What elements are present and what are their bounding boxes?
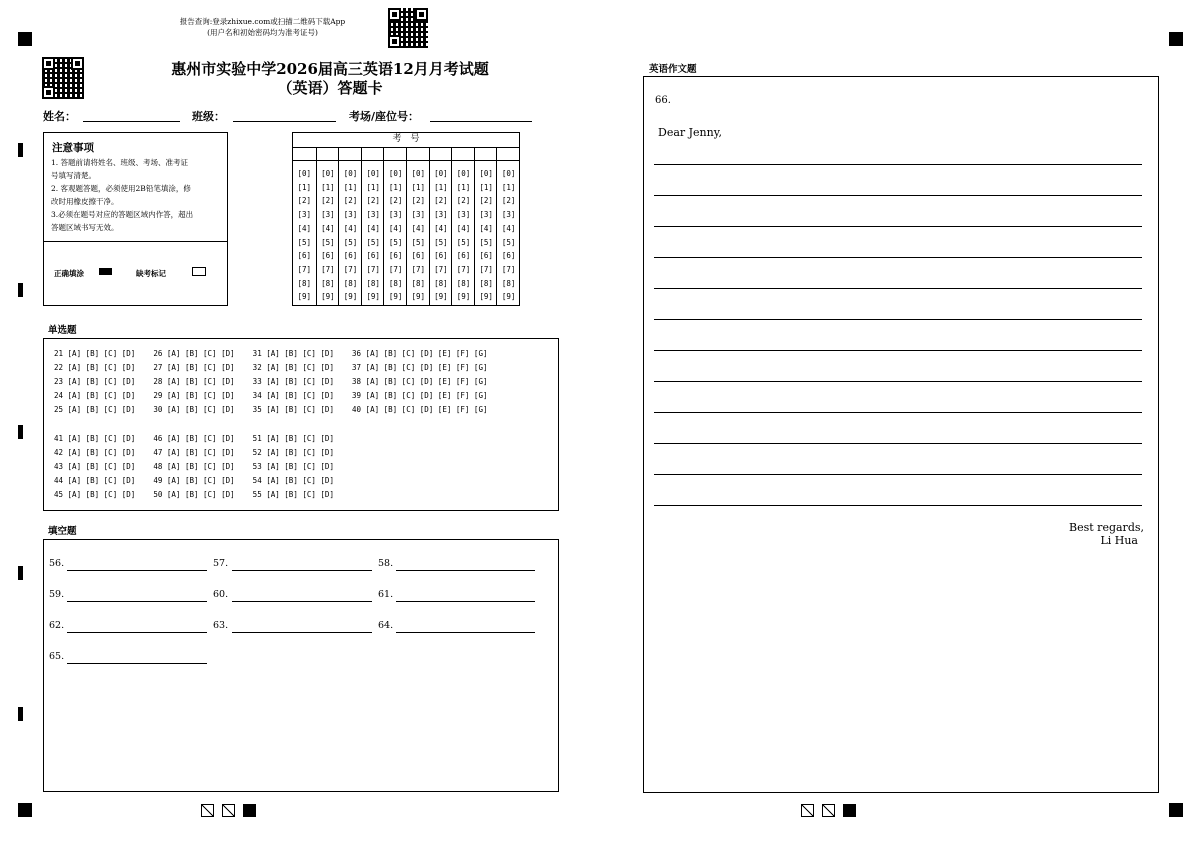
exam-digit-bubble[interactable]: [2] [456, 196, 471, 206]
choice-row[interactable]: 25 [A] [B] [C] [D] 30 [A] [B] [C] [D] 35 [A] [B] [C] [D] 40 [A] [B] [C] [D] [E] [F] [G] [54, 405, 488, 414]
choice-row[interactable]: 23 [A] [B] [C] [D] 28 [A] [B] [C] [D] 33 [A] [B] [C] [D] 38 [A] [B] [C] [D] [E] [F] [G] [54, 377, 488, 386]
fill-blank-number: 57. [213, 558, 229, 569]
exam-digit-bubble[interactable]: [6] [501, 251, 516, 261]
exam-digit-bubble[interactable]: [9] [501, 292, 516, 302]
timing-mark [18, 707, 23, 721]
exam-digit-bubble[interactable]: [4] [479, 223, 493, 233]
exam-number-column[interactable] [316, 147, 340, 306]
exam-digit-bubble[interactable]: [0] [501, 169, 516, 178]
exam-digit-bubble[interactable]: [1] [456, 182, 471, 192]
exam-number-column[interactable] [338, 147, 362, 306]
exam-digit-bubble[interactable]: [2] [343, 196, 358, 206]
timing-mark [18, 566, 23, 580]
report-note-line2: (用户名和初始密码均为准考证号) [207, 28, 318, 37]
notice-item: 2. 客观题答题，必须使用2B铅笔填涂，修 [51, 184, 191, 193]
exam-digit-bubble[interactable]: [3] [388, 210, 403, 220]
fill-blank-number: 65. [49, 651, 65, 662]
exam-digit-bubble[interactable]: [4] [297, 223, 312, 233]
exam-digit-bubble[interactable]: [3] [321, 210, 335, 220]
exam-digit-bubble[interactable]: [1] [366, 182, 380, 192]
corner-mark-top-right [1169, 32, 1183, 46]
exam-digit-bubble[interactable]: [7] [456, 264, 471, 274]
exam-digit-bubble[interactable]: [4] [366, 223, 380, 233]
fill-blank-answer-line[interactable] [232, 601, 372, 602]
exam-digit-bubble[interactable]: [3] [456, 210, 471, 220]
exam-digit-bubble[interactable]: [2] [366, 196, 380, 206]
exam-digit-bubble[interactable]: [1] [501, 182, 516, 192]
exam-digit-bubble[interactable]: [7] [343, 264, 358, 274]
fill-blank-number: 64. [378, 620, 394, 631]
exam-digit-bubble[interactable]: [6] [434, 251, 448, 261]
fill-blank-answer-line[interactable] [396, 570, 535, 571]
exam-digit-bubble[interactable]: [9] [388, 292, 403, 302]
exam-digit-bubble[interactable]: [6] [366, 251, 380, 261]
exam-number-column[interactable] [474, 147, 498, 306]
exam-digit-bubble[interactable]: [0] [388, 169, 403, 178]
single-choice-box [43, 338, 559, 511]
fill-blank-number: 62. [49, 620, 65, 631]
fill-blank-number: 60. [213, 589, 229, 600]
exam-digit-bubble[interactable]: [8] [321, 278, 335, 288]
page-mark-filled [243, 804, 256, 817]
qr-code-icon [388, 8, 428, 48]
exam-digit-bubble[interactable]: [6] [456, 251, 471, 261]
exam-digit-bubble[interactable]: [4] [388, 223, 403, 233]
essay-box [643, 76, 1159, 793]
timing-mark [18, 425, 23, 439]
room-seat-label: 考场/座位号： [349, 110, 420, 123]
page-title: 惠州市实验中学2026届高三英语12月月考试题 [171, 60, 489, 78]
corner-mark-bottom-right [1169, 803, 1183, 817]
exam-digit-bubble[interactable]: [8] [388, 278, 403, 288]
exam-digit-bubble[interactable]: [2] [297, 196, 312, 206]
essay-writing-line[interactable] [654, 412, 1142, 413]
exam-digit-bubble[interactable]: [5] [343, 237, 358, 247]
exam-digit-bubble[interactable]: [9] [434, 292, 448, 302]
exam-digit-bubble[interactable]: [1] [343, 182, 358, 192]
exam-digit-bubble[interactable]: [7] [321, 264, 335, 274]
absent-mark-label: 缺考标记 [136, 269, 166, 278]
essay-writing-line[interactable] [654, 288, 1142, 289]
single-choice-block-1 [54, 347, 487, 417]
qr-code-icon [42, 57, 84, 99]
exam-digit-bubble[interactable]: [2] [321, 196, 335, 206]
choice-row[interactable]: 22 [A] [B] [C] [D] 27 [A] [B] [C] [D] 32 [A] [B] [C] [D] 37 [A] [B] [C] [D] [E] [F] [G] [54, 363, 488, 372]
notice-item: 3.必须在题号对应的答题区域内作答，超出 [51, 210, 194, 219]
notice-divider [44, 241, 227, 242]
exam-digit-bubble[interactable]: [5] [411, 237, 426, 247]
exam-digit-bubble[interactable]: [6] [388, 251, 403, 261]
exam-digit-bubble[interactable]: [2] [479, 196, 493, 206]
exam-digit-bubble[interactable]: [4] [501, 223, 516, 233]
exam-digit-bubble[interactable]: [3] [366, 210, 380, 220]
exam-digit-bubble[interactable]: [2] [411, 196, 426, 206]
notice-box [43, 132, 228, 306]
notice-list [51, 156, 223, 234]
class-field[interactable] [233, 121, 336, 122]
exam-digit-bubble[interactable]: [9] [321, 292, 335, 302]
essay-writing-line[interactable] [654, 164, 1142, 165]
notice-item: 号填写清楚。 [51, 171, 96, 180]
exam-digit-bubble[interactable]: [0] [479, 169, 493, 178]
exam-digit-bubble[interactable]: [6] [411, 251, 426, 261]
exam-digit-bubble[interactable]: [2] [434, 196, 448, 206]
exam-digit-bubble[interactable]: [6] [479, 251, 493, 261]
name-field[interactable] [83, 121, 180, 122]
essay-writing-line[interactable] [654, 195, 1142, 196]
exam-number-columns [293, 147, 519, 306]
corner-mark-top-left [18, 32, 32, 46]
essay-greeting: Dear Jenny, [658, 126, 722, 139]
exam-digit-bubble[interactable]: [3] [501, 210, 516, 220]
fill-blank-answer-line[interactable] [396, 632, 535, 633]
exam-digit-bubble[interactable]: [7] [434, 264, 448, 274]
exam-digit-bubble[interactable]: [0] [321, 169, 335, 178]
exam-digit-bubble[interactable]: [5] [388, 237, 403, 247]
exam-digit-bubble[interactable]: [2] [388, 196, 403, 206]
fill-blank-number: 63. [213, 620, 229, 631]
exam-digit-bubble[interactable]: [9] [343, 292, 358, 302]
exam-digit-bubble[interactable]: [0] [411, 169, 426, 178]
exam-digit-bubble[interactable]: [8] [366, 278, 380, 288]
exam-digit-bubble[interactable]: [5] [297, 237, 312, 247]
exam-number-column[interactable] [429, 147, 453, 306]
fill-blank-number: 61. [378, 589, 394, 600]
page-mark-crossed [222, 804, 235, 817]
report-query-note [150, 16, 375, 38]
choice-row[interactable]: 42 [A] [B] [C] [D] 47 [A] [B] [C] [D] 52 [A] [B] [C] [D] [54, 448, 334, 457]
exam-digit-bubble[interactable]: [3] [343, 210, 358, 220]
exam-digit-bubble[interactable]: [4] [343, 223, 358, 233]
exam-digit-bubble[interactable]: [0] [434, 169, 448, 178]
exam-digit-bubble[interactable]: [1] [321, 182, 335, 192]
exam-digit-bubble[interactable]: [7] [501, 264, 516, 274]
exam-digit-bubble[interactable]: [0] [343, 169, 358, 178]
essay-writing-line[interactable] [654, 226, 1142, 227]
fill-blank-answer-line[interactable] [396, 601, 535, 602]
exam-digit-bubble[interactable]: [7] [388, 264, 403, 274]
page-mark-crossed [822, 804, 835, 817]
notice-title: 注意事项 [52, 142, 94, 154]
exam-number-header: 考 号 [392, 134, 420, 144]
essay-writing-line[interactable] [654, 443, 1142, 444]
exam-digit-bubble[interactable]: [9] [297, 292, 312, 302]
exam-digit-bubble[interactable]: [9] [366, 292, 380, 302]
essay-number: 66. [655, 95, 671, 106]
choice-row[interactable]: 45 [A] [B] [C] [D] 50 [A] [B] [C] [D] 55 [A] [B] [C] [D] [54, 490, 334, 499]
exam-digit-bubble[interactable]: [9] [479, 292, 493, 302]
exam-digit-bubble[interactable]: [3] [297, 210, 312, 220]
exam-digit-bubble[interactable]: [1] [297, 182, 312, 192]
fill-blank-answer-line[interactable] [232, 570, 372, 571]
exam-digit-bubble[interactable]: [4] [411, 223, 426, 233]
exam-digit-bubble[interactable]: [5] [479, 237, 493, 247]
essay-closing: Best regards, [1069, 521, 1144, 534]
exam-digit-bubble[interactable]: [8] [343, 278, 358, 288]
fill-blank-box [43, 539, 559, 792]
exam-number-column[interactable] [361, 147, 385, 306]
corner-mark-bottom-left [18, 803, 32, 817]
exam-digit-bubble[interactable]: [5] [501, 237, 516, 247]
exam-digit-bubble[interactable]: [5] [366, 237, 380, 247]
fill-blank-label: 填空题 [48, 526, 77, 537]
exam-digit-bubble[interactable]: [3] [411, 210, 426, 220]
fill-blank-number: 56. [49, 558, 65, 569]
exam-digit-bubble[interactable]: [4] [434, 223, 448, 233]
correct-fill-label: 正确填涂 [54, 269, 84, 278]
exam-digit-bubble[interactable]: [8] [411, 278, 426, 288]
essay-writing-line[interactable] [654, 350, 1142, 351]
page-mark-filled [843, 804, 856, 817]
exam-digit-bubble[interactable]: [1] [388, 182, 403, 192]
essay-label: 英语作文题 [649, 64, 697, 75]
essay-writing-line[interactable] [654, 319, 1142, 320]
exam-digit-bubble[interactable]: [4] [321, 223, 335, 233]
exam-digit-bubble[interactable]: [5] [434, 237, 448, 247]
report-note-line1: 报告查询:登录zhixue.com或扫描二维码下载App [179, 17, 346, 26]
exam-digit-bubble[interactable]: [8] [456, 278, 471, 288]
exam-number-column[interactable] [496, 147, 520, 306]
exam-digit-bubble[interactable]: [8] [501, 278, 516, 288]
choice-row[interactable]: 24 [A] [B] [C] [D] 29 [A] [B] [C] [D] 34 [A] [B] [C] [D] 39 [A] [B] [C] [D] [E] [F] [G] [54, 391, 488, 400]
exam-digit-bubble[interactable]: [3] [479, 210, 493, 220]
exam-digit-bubble[interactable]: [0] [456, 169, 471, 178]
choice-row[interactable]: 21 [A] [B] [C] [D] 26 [A] [B] [C] [D] 31 [A] [B] [C] [D] 36 [A] [B] [C] [D] [E] [F] [G] [54, 349, 488, 358]
exam-digit-bubble[interactable]: [2] [501, 196, 516, 206]
exam-digit-bubble[interactable]: [9] [456, 292, 471, 302]
exam-digit-bubble[interactable]: [8] [297, 278, 312, 288]
notice-item: 答题区域书写无效。 [51, 223, 119, 232]
fill-blank-number: 59. [49, 589, 65, 600]
exam-digit-bubble[interactable]: [9] [411, 292, 426, 302]
correct-fill-sample [99, 268, 112, 275]
exam-number-column[interactable] [406, 147, 430, 306]
exam-digit-bubble[interactable]: [0] [366, 169, 380, 178]
fill-blank-number: 58. [378, 558, 394, 569]
exam-digit-bubble[interactable]: [3] [434, 210, 448, 220]
exam-digit-bubble[interactable]: [1] [411, 182, 426, 192]
class-label: 班级： [192, 110, 225, 123]
absent-mark-checkbox[interactable] [192, 267, 206, 276]
notice-item: 1. 答题前请将姓名、班级、考场、准考证 [51, 158, 189, 167]
exam-digit-bubble[interactable]: [4] [456, 223, 471, 233]
exam-digit-bubble[interactable]: [1] [434, 182, 448, 192]
exam-number-column[interactable] [383, 147, 407, 306]
exam-digit-bubble[interactable]: [0] [297, 169, 312, 178]
exam-number-grid [292, 132, 520, 306]
essay-writing-line[interactable] [654, 257, 1142, 258]
exam-number-column[interactable] [451, 147, 475, 306]
exam-digit-bubble[interactable]: [7] [411, 264, 426, 274]
exam-digit-bubble[interactable]: [1] [479, 182, 493, 192]
exam-digit-bubble[interactable]: [6] [321, 251, 335, 261]
essay-writing-line[interactable] [654, 474, 1142, 475]
essay-signature: Li Hua [1100, 534, 1138, 547]
single-choice-label: 单选题 [48, 325, 77, 336]
notice-item: 改时用橡皮擦干净。 [51, 197, 119, 206]
essay-writing-line[interactable] [654, 381, 1142, 382]
exam-digit-bubble[interactable]: [7] [366, 264, 380, 274]
exam-digit-bubble[interactable]: [7] [479, 264, 493, 274]
exam-digit-bubble[interactable]: [7] [297, 264, 312, 274]
fill-blank-answer-line[interactable] [232, 632, 372, 633]
exam-number-column[interactable] [293, 147, 316, 306]
name-label: 姓名： [43, 110, 76, 123]
exam-digit-bubble[interactable]: [6] [297, 251, 312, 261]
choice-row[interactable]: 44 [A] [B] [C] [D] 49 [A] [B] [C] [D] 54 [A] [B] [C] [D] [54, 476, 334, 485]
room-seat-field[interactable] [430, 121, 532, 122]
page-subtitle: （英语）答题卡 [277, 79, 383, 97]
timing-mark [18, 143, 23, 157]
exam-digit-bubble[interactable]: [8] [479, 278, 493, 288]
choice-row[interactable]: 41 [A] [B] [C] [D] 46 [A] [B] [C] [D] 51 [A] [B] [C] [D] [54, 434, 334, 443]
single-choice-block-2 [54, 432, 334, 502]
exam-digit-bubble[interactable]: [5] [456, 237, 471, 247]
page-mark-crossed [801, 804, 814, 817]
fill-blank-answer-line[interactable] [67, 663, 207, 664]
exam-digit-bubble[interactable]: [6] [343, 251, 358, 261]
timing-mark [18, 283, 23, 297]
essay-writing-line[interactable] [654, 505, 1142, 506]
fill-blank-answer-line[interactable] [67, 632, 207, 633]
exam-digit-bubble[interactable]: [8] [434, 278, 448, 288]
choice-row[interactable]: 43 [A] [B] [C] [D] 48 [A] [B] [C] [D] 53 [A] [B] [C] [D] [54, 462, 334, 471]
fill-blank-answer-line[interactable] [67, 570, 207, 571]
fill-blank-answer-line[interactable] [67, 601, 207, 602]
page-mark-crossed [201, 804, 214, 817]
exam-digit-bubble[interactable]: [5] [321, 237, 335, 247]
